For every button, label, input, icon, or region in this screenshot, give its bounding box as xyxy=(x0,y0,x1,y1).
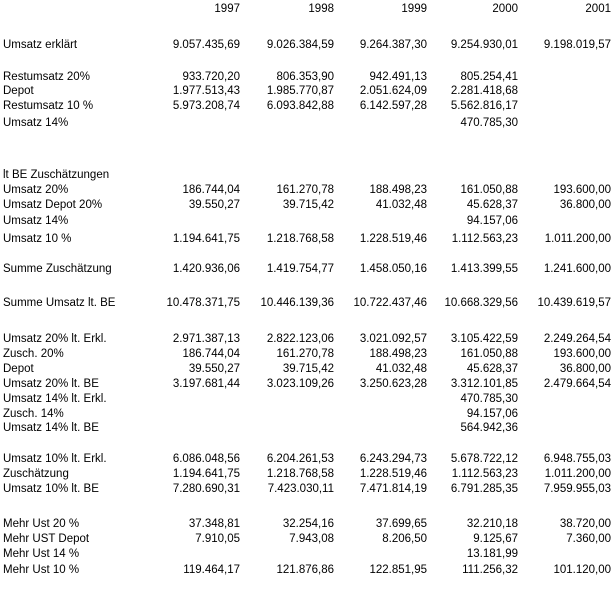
value-cell[interactable]: 36.800,00 xyxy=(559,363,611,375)
row-label[interactable]: Umsatz 20% lt. Erkl. xyxy=(3,333,107,345)
value-cell[interactable]: 1.194.641,75 xyxy=(172,233,240,245)
value-cell[interactable]: 10.478.371,75 xyxy=(166,297,240,309)
value-cell[interactable]: 6.948.755,03 xyxy=(543,453,611,465)
value-cell[interactable]: 933.720,20 xyxy=(182,71,240,83)
table-row xyxy=(0,232,615,246)
row-label[interactable]: Umsatz 10% lt. BE xyxy=(3,483,99,495)
value-cell[interactable] xyxy=(501,168,611,182)
value-cell[interactable]: 6.086.048,56 xyxy=(172,453,240,465)
row-label[interactable]: Depot xyxy=(3,85,34,97)
row-label[interactable]: Summe Zuschätzung xyxy=(3,263,112,275)
value-cell[interactable]: 9.264.387,30 xyxy=(359,39,427,51)
value-cell[interactable]: 41.032,48 xyxy=(375,199,427,211)
value-cell[interactable]: 2.822.123,06 xyxy=(266,333,334,345)
value-cell[interactable]: 7.471.814,19 xyxy=(359,483,427,495)
header-row xyxy=(0,2,615,16)
table-row xyxy=(0,392,615,406)
value-cell[interactable]: 13.181,99 xyxy=(466,548,518,560)
value-cell[interactable]: 39.550,27 xyxy=(188,363,240,375)
value-cell[interactable]: 111.256,32 xyxy=(462,564,518,576)
value-cell[interactable] xyxy=(501,547,611,561)
table-row xyxy=(0,198,615,212)
table-row xyxy=(0,116,615,130)
year-header[interactable]: 1997 xyxy=(214,3,240,15)
value-cell[interactable]: 7.959.955,03 xyxy=(543,483,611,495)
table-row xyxy=(0,467,615,481)
value-cell[interactable]: 1.985.770,87 xyxy=(266,85,334,97)
value-cell[interactable]: 1.218.768,58 xyxy=(266,468,334,480)
table-row xyxy=(0,362,615,376)
value-cell[interactable]: 6.204.261,53 xyxy=(266,453,334,465)
value-cell[interactable]: 2.479.664,54 xyxy=(543,378,611,390)
table-row xyxy=(0,407,615,421)
value-cell[interactable]: 8.206,50 xyxy=(382,533,427,545)
value-cell[interactable]: 188.498,23 xyxy=(369,348,427,360)
table-row xyxy=(0,262,615,276)
value-cell[interactable]: 805.254,41 xyxy=(460,71,518,83)
value-cell[interactable]: 3.197.681,44 xyxy=(172,378,240,390)
value-cell[interactable]: 6.243.294,73 xyxy=(359,453,427,465)
value-cell[interactable]: 32.254,16 xyxy=(282,518,334,530)
row-label[interactable]: Umsatz erklärt xyxy=(3,39,78,51)
value-cell[interactable]: 161.270,78 xyxy=(276,348,334,360)
value-cell[interactable] xyxy=(501,116,611,130)
value-cell[interactable]: 9.057.435,69 xyxy=(172,39,240,51)
value-cell[interactable]: 7.910,05 xyxy=(195,533,240,545)
row-label[interactable]: Mehr Ust 14 % xyxy=(3,548,80,560)
table-row xyxy=(0,183,615,197)
value-cell[interactable] xyxy=(501,70,611,84)
row-label[interactable]: Mehr Ust 10 % xyxy=(3,564,80,576)
value-cell[interactable]: 3.250.623,28 xyxy=(359,378,427,390)
value-cell[interactable]: 1.112.563,23 xyxy=(451,233,518,245)
table-row xyxy=(0,563,615,577)
value-cell[interactable]: 36.800,00 xyxy=(559,199,611,211)
year-header[interactable]: 2000 xyxy=(492,3,518,15)
value-cell[interactable]: 193.600,00 xyxy=(553,348,611,360)
value-cell[interactable]: 1.977.513,43 xyxy=(172,85,240,97)
value-cell[interactable]: 7.423.030,11 xyxy=(267,483,334,495)
row-label[interactable]: Mehr UST Depot xyxy=(3,533,90,545)
value-cell[interactable]: 1.419.754,77 xyxy=(266,263,334,275)
value-cell[interactable]: 45.628,37 xyxy=(466,363,518,375)
table-row xyxy=(0,517,615,531)
value-cell[interactable]: 1.420.936,06 xyxy=(172,263,240,275)
value-cell[interactable]: 1.228.519,46 xyxy=(359,468,427,480)
value-cell[interactable]: 186.744,04 xyxy=(182,184,240,196)
value-cell[interactable]: 37.348,81 xyxy=(188,518,240,530)
row-label[interactable]: Summe Umsatz lt. BE xyxy=(3,297,116,309)
value-cell[interactable]: 10.668.329,56 xyxy=(444,297,518,309)
table-row xyxy=(0,99,615,113)
value-cell[interactable]: 1.241.600,00 xyxy=(543,263,611,275)
table-row xyxy=(0,547,615,561)
value-cell[interactable]: 470.785,30 xyxy=(460,117,518,129)
row-label[interactable]: Zusch. 20% xyxy=(3,348,64,360)
value-cell[interactable]: 9.254.930,01 xyxy=(450,39,518,51)
value-cell[interactable]: 39.715,42 xyxy=(282,199,334,211)
value-cell[interactable]: 3.021.092,57 xyxy=(359,333,427,345)
value-cell[interactable]: 9.026.384,59 xyxy=(266,39,334,51)
value-cell[interactable]: 122.851,95 xyxy=(369,564,427,576)
value-cell[interactable]: 7.360,00 xyxy=(566,533,611,545)
value-cell[interactable]: 1.011.200,00 xyxy=(544,468,611,480)
row-label[interactable]: Umsatz 10% lt. Erkl. xyxy=(3,453,107,465)
value-cell[interactable]: 10.722.437,46 xyxy=(353,297,427,309)
value-cell[interactable]: 9.125,67 xyxy=(473,533,518,545)
value-cell[interactable]: 2.281.418,68 xyxy=(450,85,518,97)
row-label[interactable]: Umsatz 10 % xyxy=(3,233,72,245)
value-cell[interactable]: 39.550,27 xyxy=(188,199,240,211)
value-cell[interactable]: 121.876,86 xyxy=(276,564,334,576)
table-row xyxy=(0,452,615,466)
value-cell[interactable]: 3.023.109,26 xyxy=(266,378,334,390)
value-cell[interactable]: 41.032,48 xyxy=(375,363,427,375)
table-row xyxy=(0,214,615,228)
row-label[interactable]: Mehr Ust 20 % xyxy=(3,518,80,530)
value-cell[interactable]: 2.249.264,54 xyxy=(543,333,611,345)
value-cell[interactable]: 2.971.387,13 xyxy=(172,333,240,345)
table-row xyxy=(0,532,615,546)
value-cell[interactable]: 7.280.690,31 xyxy=(172,483,240,495)
value-cell[interactable]: 32.210,18 xyxy=(466,518,518,530)
row-label[interactable]: Umsatz 20% xyxy=(3,184,69,196)
value-cell[interactable] xyxy=(501,421,611,435)
value-cell[interactable]: 38.720,00 xyxy=(559,518,611,530)
value-cell[interactable]: 1.011.200,00 xyxy=(544,233,611,245)
value-cell[interactable]: 5.678.722,12 xyxy=(450,453,518,465)
value-cell[interactable]: 1.218.768,58 xyxy=(266,233,334,245)
value-cell[interactable] xyxy=(501,99,611,113)
value-cell[interactable]: 564.942,36 xyxy=(460,422,518,434)
table-row xyxy=(0,38,615,52)
value-cell[interactable]: 1.458.050,16 xyxy=(359,263,427,275)
value-cell[interactable]: 186.744,04 xyxy=(182,348,240,360)
value-cell[interactable]: 9.198.019,57 xyxy=(543,39,611,51)
value-cell[interactable]: 188.498,23 xyxy=(369,184,427,196)
row-label[interactable]: Restumsatz 20% xyxy=(3,71,90,83)
table-row xyxy=(0,482,615,496)
value-cell[interactable]: 3.312.101,85 xyxy=(450,378,518,390)
value-cell[interactable]: 5.562.816,17 xyxy=(450,100,518,112)
table-row xyxy=(0,347,615,361)
value-cell[interactable]: 1.112.563,23 xyxy=(451,468,518,480)
value-cell[interactable]: 119.464,17 xyxy=(183,564,240,576)
value-cell[interactable]: 470.785,30 xyxy=(460,393,518,405)
row-label[interactable]: Umsatz Depot 20% xyxy=(3,199,103,211)
value-cell[interactable]: 45.628,37 xyxy=(466,199,518,211)
value-cell[interactable]: 6.093.842,88 xyxy=(266,100,334,112)
year-header[interactable]: 1999 xyxy=(401,3,427,15)
row-label[interactable]: Umsatz 14% lt. Erkl. xyxy=(3,393,107,405)
value-cell[interactable]: 942.491,13 xyxy=(369,71,427,83)
value-cell[interactable]: 94.157,06 xyxy=(466,408,518,420)
value-cell[interactable]: 1.413.399,55 xyxy=(450,263,518,275)
row-label[interactable]: Umsatz 20% lt. BE xyxy=(3,378,99,390)
value-cell[interactable]: 6.142.597,28 xyxy=(359,100,427,112)
value-cell[interactable]: 10.439.619,57 xyxy=(537,297,611,309)
value-cell[interactable]: 10.446.139,36 xyxy=(260,297,334,309)
row-label[interactable]: lt BE Zuschätzungen xyxy=(3,169,110,181)
table-row xyxy=(0,332,615,346)
value-cell[interactable]: 39.715,42 xyxy=(282,363,334,375)
value-cell[interactable]: 3.105.422,59 xyxy=(450,333,518,345)
value-cell[interactable]: 193.600,00 xyxy=(553,184,611,196)
value-cell[interactable]: 806.353,90 xyxy=(276,71,334,83)
row-label[interactable]: Zuschätzung xyxy=(3,468,69,480)
table-row xyxy=(0,70,615,84)
value-cell[interactable] xyxy=(501,214,611,228)
value-cell[interactable]: 2.051.624,09 xyxy=(359,85,427,97)
value-cell[interactable]: 161.050,88 xyxy=(460,348,518,360)
row-label[interactable]: Zusch. 14% xyxy=(3,408,64,420)
value-cell[interactable] xyxy=(501,84,611,98)
row-label[interactable]: Umsatz 14% xyxy=(3,117,69,129)
table-row xyxy=(0,377,615,391)
value-cell[interactable]: 6.791.285,35 xyxy=(450,483,518,495)
value-cell[interactable] xyxy=(501,407,611,421)
value-cell[interactable]: 161.050,88 xyxy=(460,184,518,196)
table-row xyxy=(0,421,615,435)
value-cell[interactable] xyxy=(501,392,611,406)
row-label[interactable]: Umsatz 14% lt. BE xyxy=(3,422,99,434)
value-cell[interactable]: 5.973.208,74 xyxy=(172,100,240,112)
row-label[interactable]: Umsatz 14% xyxy=(3,215,69,227)
value-cell[interactable]: 101.120,00 xyxy=(553,564,611,576)
value-cell[interactable]: 37.699,65 xyxy=(375,518,427,530)
table-row xyxy=(0,168,615,182)
value-cell[interactable]: 1.228.519,46 xyxy=(359,233,427,245)
year-header[interactable]: 1998 xyxy=(308,3,334,15)
row-label[interactable]: Depot xyxy=(3,363,34,375)
row-label[interactable]: Restumsatz 10 % xyxy=(3,100,94,112)
value-cell[interactable]: 7.943,08 xyxy=(289,533,334,545)
table-row xyxy=(0,296,615,310)
table-row xyxy=(0,84,615,98)
year-header[interactable]: 2001 xyxy=(585,3,611,15)
value-cell[interactable]: 94.157,06 xyxy=(466,215,518,227)
value-cell[interactable]: 1.194.641,75 xyxy=(172,468,240,480)
value-cell[interactable]: 161.270,78 xyxy=(276,184,334,196)
